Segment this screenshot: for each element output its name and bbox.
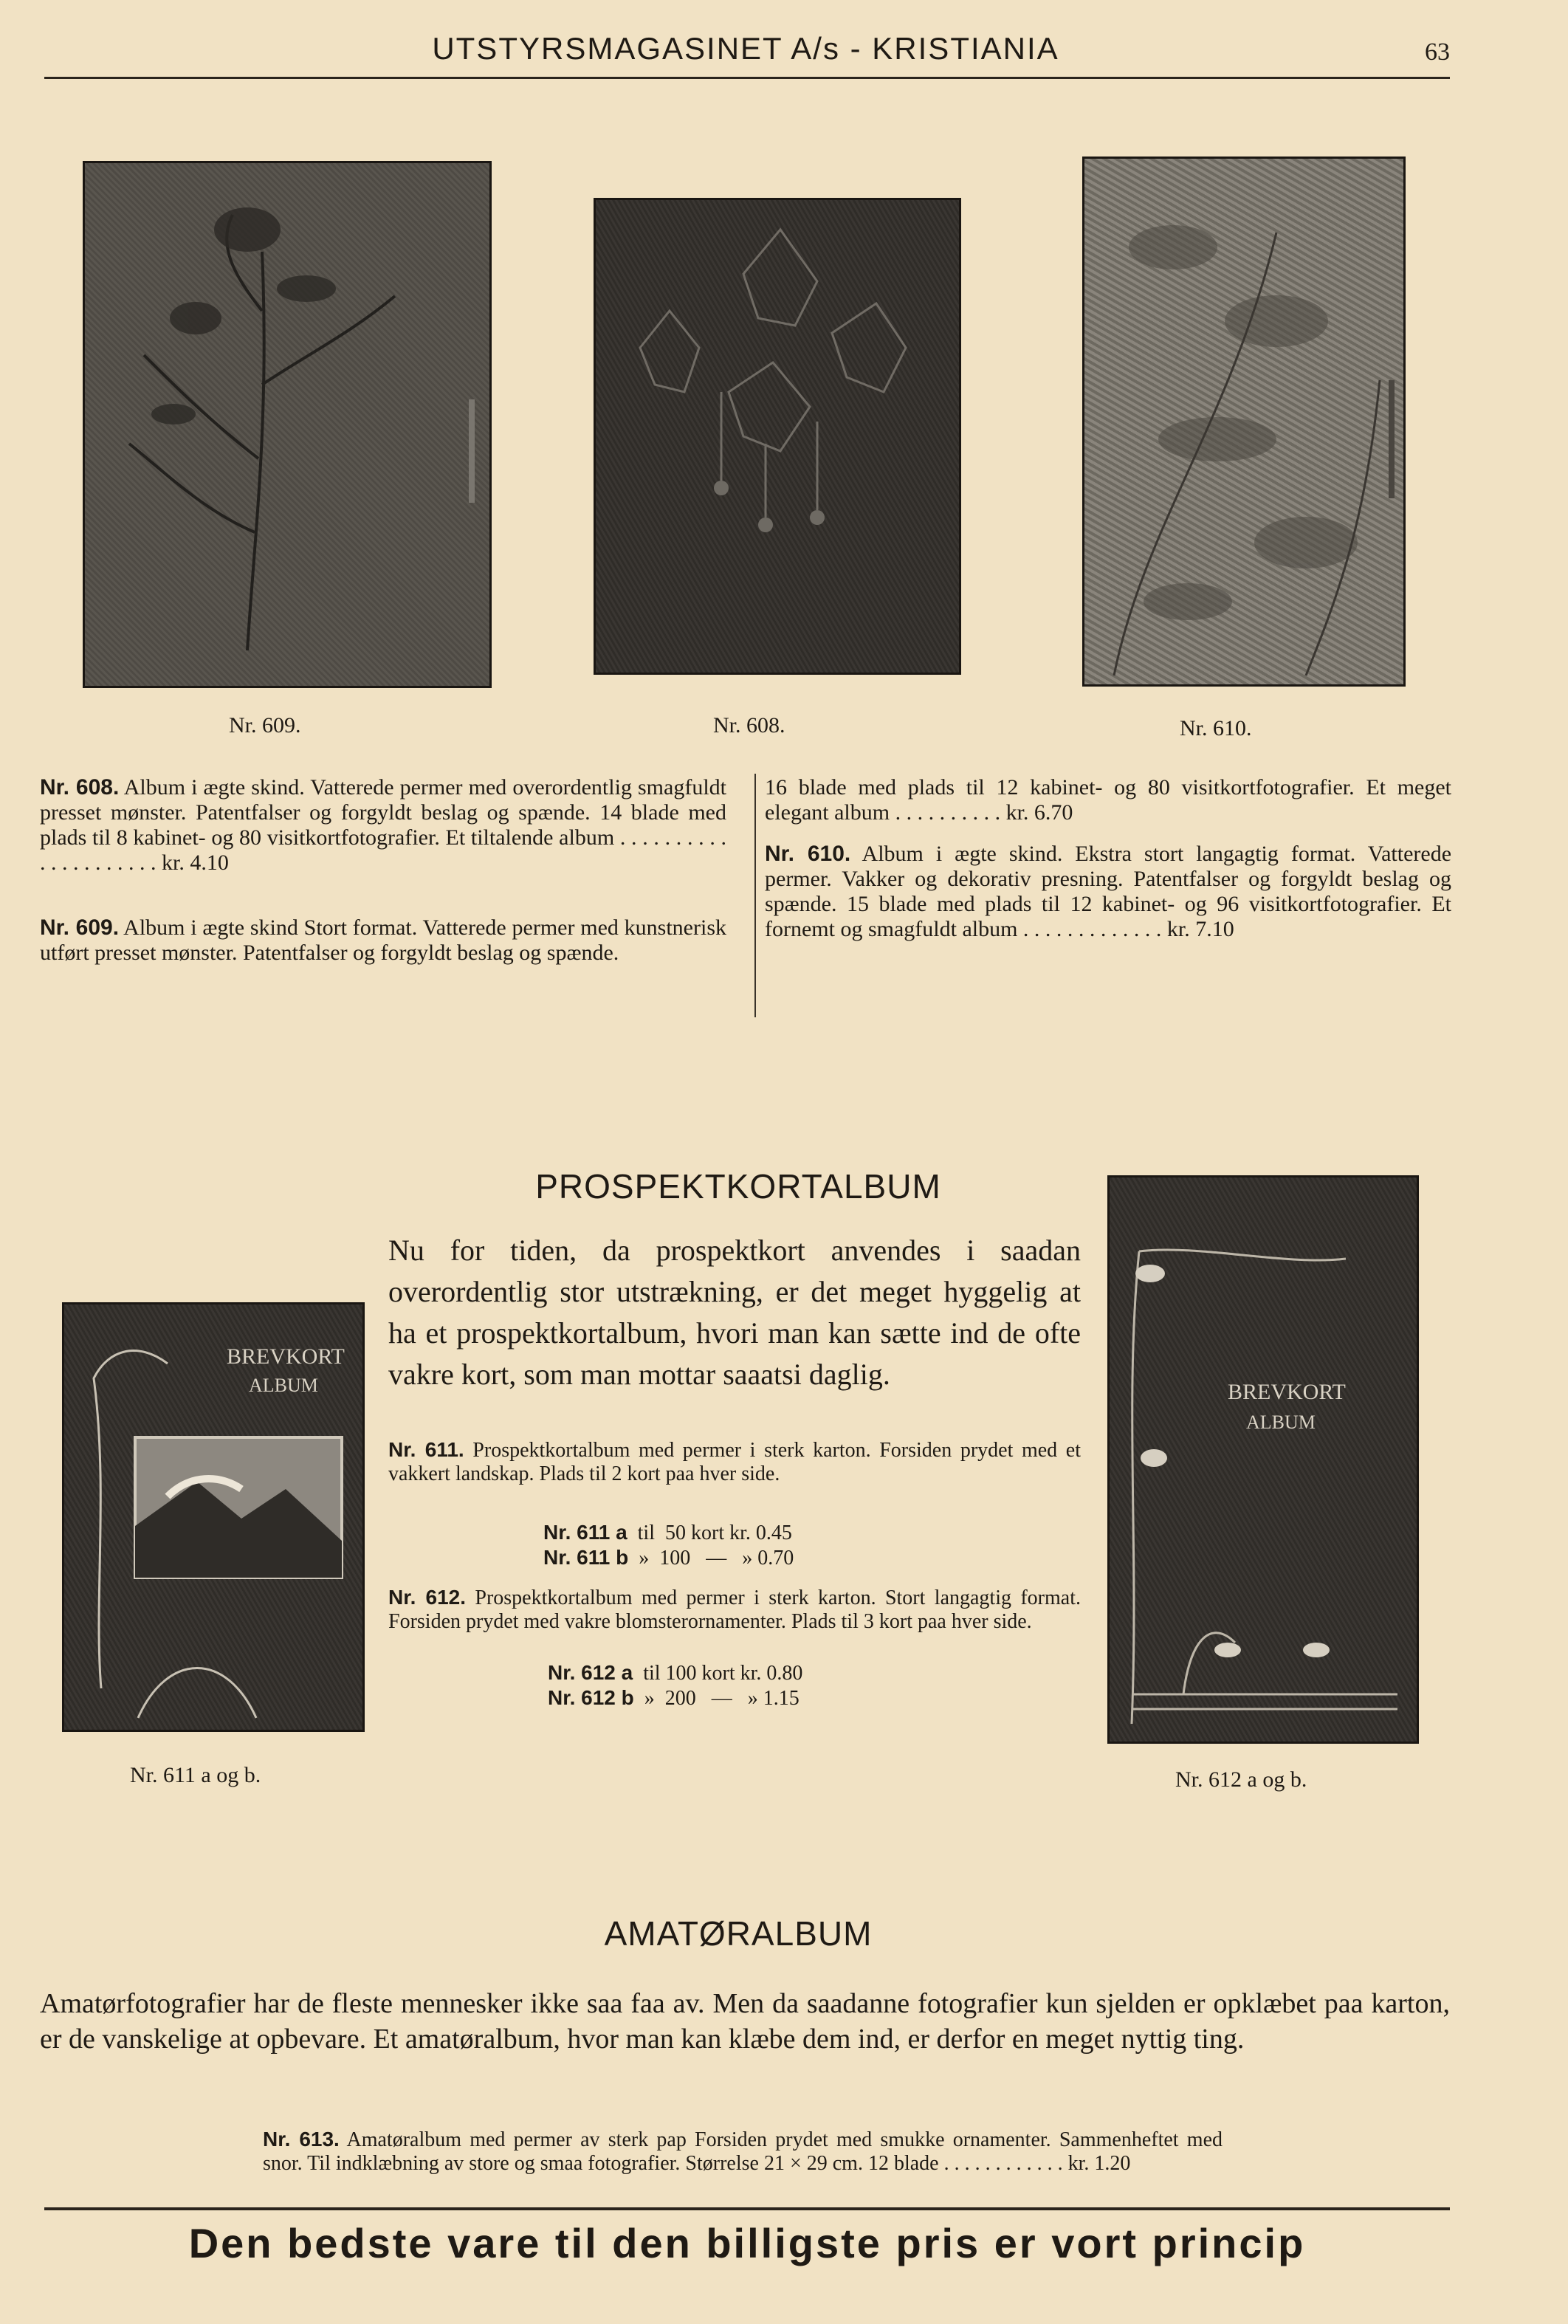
caption-612: Nr. 612 a og b. <box>1175 1767 1307 1792</box>
flower-ornament-cover-illustration <box>1110 1178 1417 1742</box>
section-title-prospekt: PROSPEKTKORTALBUM <box>535 1167 941 1206</box>
price-611b <box>543 1546 794 1570</box>
cover-611-title-line2: ALBUM <box>249 1375 318 1396</box>
text-611b: » 100 — » 0.70 <box>628 1547 794 1570</box>
text-608: Album i ægte skind. Vatterede permer med overordentlig smagfuldt presset mønster. Patentfalser og forgyldt beslag og spænde. 14 blade med plads til 8 kabinet- og 80 visitkortfotografier. Et tiltalende album . . . . . . . . . . . . . . . . . . . . . kr. 4.10 <box>40 775 726 875</box>
description-610 <box>765 842 1451 942</box>
label-612a: Nr. 612 a <box>548 1661 633 1684</box>
description-608-continued: 16 blade med plads til 12 kabinet- og 80 visitkortfotografier. Et meget elegant album . . . . . . . . . . kr. 6.70 <box>765 775 1451 825</box>
landscape-cover-illustration <box>64 1304 362 1730</box>
text-612: Prospektkortalbum med permer i sterk karton. Stort langagtig format. Forsiden prydet med vakre blomsterornamenter. Plads til 3 kort paa hver side. <box>388 1586 1081 1633</box>
text-612b: » 200 — » 1.15 <box>633 1687 800 1710</box>
description-609 <box>40 915 726 966</box>
label-612b: Nr. 612 b <box>548 1686 634 1709</box>
label-609: Nr. 609. <box>40 915 120 940</box>
label-608: Nr. 608. <box>40 775 120 800</box>
holly-embossing-illustration <box>596 200 959 673</box>
amator-intro: Amatørfotografier har de fleste mennesker ikke saa faa av. Men da saadanne fotografier kun sjelden er opklæbet paa karton, er de vanskelige at opbevare. Et amatøralbum, hvor man kan klæbe dem ind, er derfor en meget nyttig ting. <box>40 1988 1450 2055</box>
label-611b: Nr. 611 b <box>543 1546 629 1569</box>
price-611a <box>543 1521 792 1545</box>
album-612-photo <box>1107 1175 1419 1744</box>
price-612b <box>548 1686 800 1711</box>
text-612a: til 100 kort kr. 0.80 <box>633 1662 803 1685</box>
description-612 <box>388 1586 1081 1634</box>
text-609: Album i ægte skind Stort format. Vatterede permer med kunstnerisk utført presset mønster. Patentfalser og forgyldt beslag og spænde. <box>40 915 726 965</box>
floral-embossing-illustration <box>1084 159 1403 684</box>
description-611 <box>388 1438 1081 1486</box>
cover-611-title-line1: BREVKORT <box>227 1344 345 1369</box>
label-611: Nr. 611. <box>388 1438 464 1461</box>
footer-divider <box>44 2207 1450 2210</box>
cover-612-title-line1: BREVKORT <box>1228 1380 1346 1404</box>
footer-slogan: Den bedste vare til den billigste pris er vort princip <box>188 2220 1306 2266</box>
lily-embossing-illustration <box>85 163 489 686</box>
caption-611: Nr. 611 a og b. <box>130 1763 261 1787</box>
section-title-amator: AMATØRALBUM <box>604 1914 873 1953</box>
text-611a: til 50 kort kr. 0.45 <box>627 1522 792 1544</box>
cover-612-title-line2: ALBUM <box>1246 1412 1316 1433</box>
text-611: Prospektkortalbum med permer i sterk karton. Forsiden prydet med et vakkert landskap. Plads til 2 kort paa hver side. <box>388 1439 1081 1485</box>
label-610: Nr. 610. <box>765 842 851 866</box>
album-609-photo <box>83 161 492 688</box>
caption-609: Nr. 609. <box>229 713 301 738</box>
prospekt-intro: Nu for tiden, da prospektkort anvendes i saadan overordentlig stor utstrækning, er det meget hyggelig at ha et prospektkortalbum, hvori man kan sætte ind de ofte vakre kort, som man mottar saaatsi daglig. <box>388 1234 1081 1391</box>
label-611a: Nr. 611 a <box>543 1521 627 1544</box>
page-header-title: UTSTYRSMAGASINET A/s - KRISTIANIA <box>432 31 1059 66</box>
page-number: 63 <box>1425 38 1450 66</box>
caption-610: Nr. 610. <box>1180 716 1252 740</box>
album-611-photo <box>62 1302 365 1732</box>
album-608-photo <box>594 198 961 675</box>
price-612a <box>548 1661 802 1685</box>
label-613: Nr. 613. <box>263 2128 340 2151</box>
header-divider <box>44 77 1450 79</box>
label-612: Nr. 612. <box>388 1586 467 1609</box>
description-608 <box>40 775 726 876</box>
album-610-photo <box>1082 157 1406 687</box>
column-divider <box>754 774 756 1017</box>
text-610: Album i ægte skind. Ekstra stort langagtig format. Vatterede permer. Vakker og dekorativ presning. Patentfalser og forgyldt beslag og spænde. 15 blade med plads til 12 kabinet- og 96 visitkortfotografier. Et fornemt og smagfuldt album . . . . . . . . . . . . . kr. 7.10 <box>765 842 1452 941</box>
text-613: Amatøralbum med permer av sterk pap Forsiden prydet med smukke ornamenter. Sammenheftet med snor. Til indklæbning av store og smaa fotografier. Størrelse 21 × 29 cm. 12 blade . . . . . . . . . . . . kr. 1.20 <box>263 2128 1223 2175</box>
description-613 <box>263 2128 1223 2176</box>
caption-608: Nr. 608. <box>713 713 785 738</box>
